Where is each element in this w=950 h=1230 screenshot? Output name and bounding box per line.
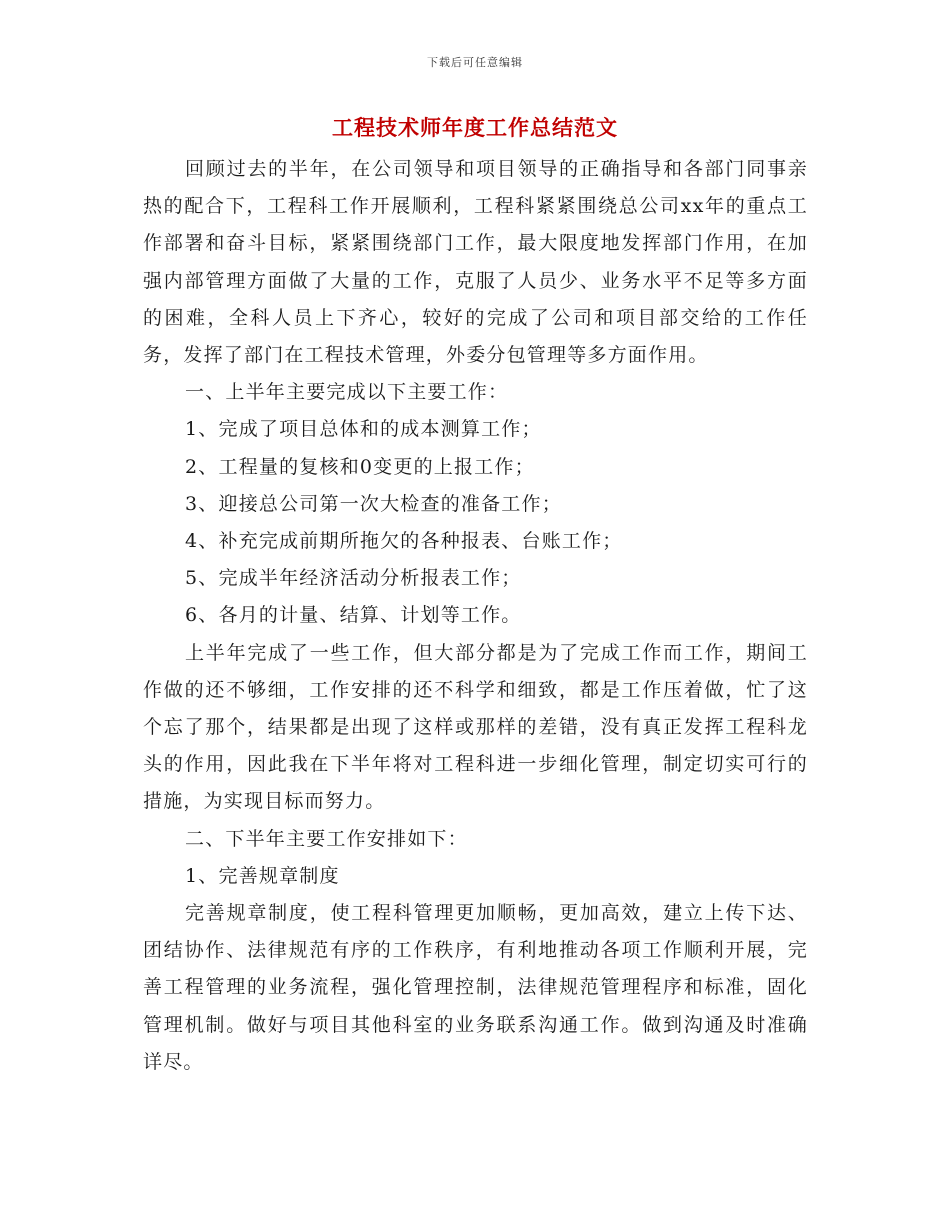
list-item: 4、补充完成前期所拖欠的各种报表、台账工作；	[185, 530, 623, 553]
rules-paragraph: 完善规章制度，使工程科管理更加顺畅，更加高效，建立上传下达、团结协作、法律规范有序的工作秩序，有利地推动各项工作顺利开展，完善工程管理的业务流程，强化管理控制，法律规范管理程序和标准，固化管理机制。做好与项目其他科室的业务联系沟通工作。做到沟通及时准确详尽。	[143, 902, 808, 1073]
list-item: 1、完成了项目总体和的成本测算工作；	[185, 418, 542, 441]
list-item: 5、完成半年经济活动分析报表工作；	[185, 567, 522, 590]
header-note: 下载后可任意编辑	[427, 56, 523, 69]
document-title: 工程技术师年度工作总结范文	[332, 115, 618, 140]
list-item: 6、各月的计量、结算、计划等工作。	[185, 604, 522, 627]
subsection-heading: 1、完善规章制度	[185, 864, 340, 887]
document-body	[143, 151, 808, 1081]
list-item: 2、工程量的复核和0变更的上报工作；	[185, 455, 535, 478]
list-item: 3、迎接总公司第一次大检查的准备工作；	[185, 492, 562, 515]
reflection-paragraph: 上半年完成了一些工作，但大部分都是为了完成工作而工作，期间工作做的还不够细，工作安排的还不科学和细致，都是工作压着做，忙了这个忘了那个，结果都是出现了这样或那样的差错，没有真正发挥工程科龙头的作用，因此我在下半年将对工程科进一步细化管理，制定切实可行的措施，为实现目标而努力。	[143, 641, 808, 813]
section-heading-second-half: 二、下半年主要工作安排如下：	[185, 827, 468, 850]
section-heading-first-half: 一、上半年主要完成以下主要工作：	[185, 381, 509, 404]
intro-paragraph: 回顾过去的半年，在公司领导和项目领导的正确指导和各部门同事亲热的配合下，工程科工作开展顺利，工程科紧紧围绕总公司xx年的重点工作部署和奋斗目标，紧紧围绕部门工作，最大限度地发挥部门作用，在加强内部管理方面做了大量的工作，克服了人员少、业务水平不足等多方面的困难，全科人员上下齐心，较好的完成了公司和项目部交给的工作任务，发挥了部门在工程技术管理，外委分包管理等多方面作用。	[143, 158, 808, 367]
